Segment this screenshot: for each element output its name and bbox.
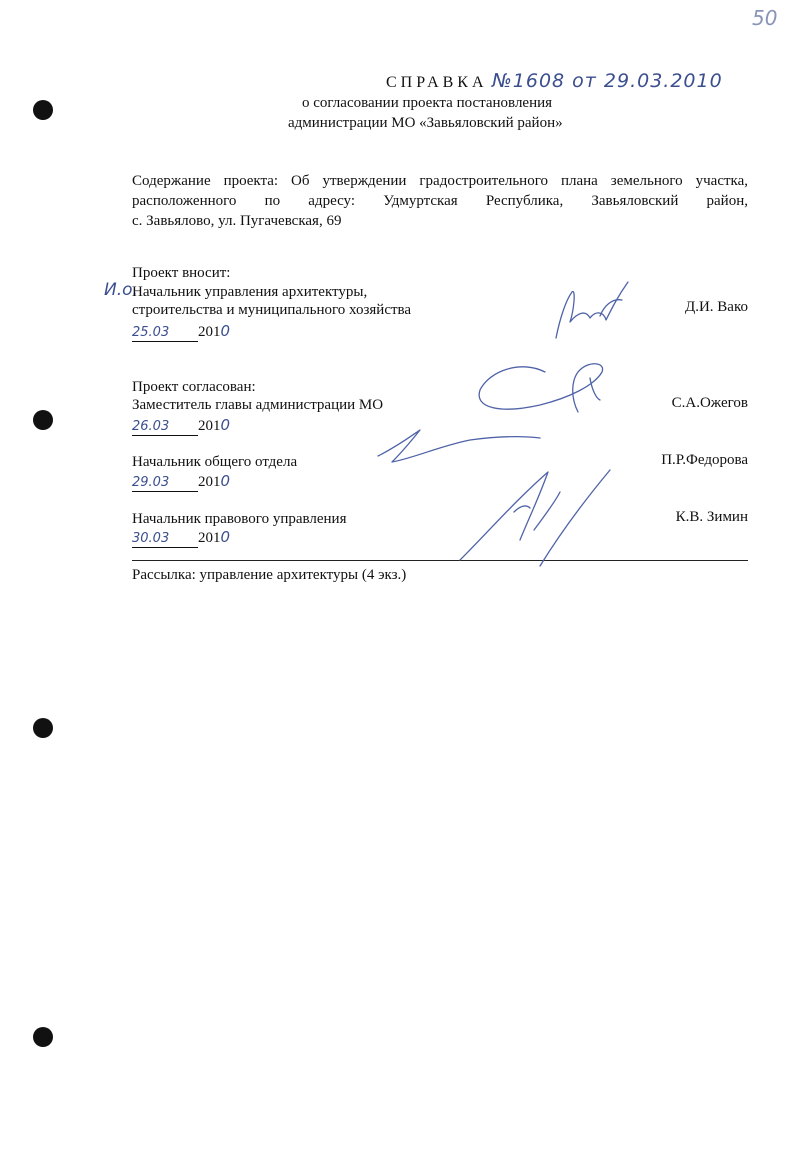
distribution-line: Рассылка: управление архитектуры (4 экз.) — [132, 567, 407, 583]
approval-name: С.А.Ожегов — [671, 395, 748, 411]
approval-name: П.Р.Федорова — [661, 452, 748, 468]
date-year-printed: 201 — [198, 530, 221, 546]
signature-vako — [556, 282, 628, 338]
date-year-printed: 201 — [198, 418, 221, 434]
approval-position: Заместитель главы администрации МО — [132, 397, 384, 413]
header-line-3: администрации МО «Завьяловский район» — [288, 115, 563, 131]
date-year-printed: 201 — [198, 324, 221, 340]
date-year-hand: 0 — [220, 322, 231, 340]
signature-zimin — [460, 470, 610, 566]
content-line-3: с. Завьялово, ул. Пугачевская, 69 — [132, 213, 342, 229]
approval-position: Начальник общего отдела — [132, 454, 298, 470]
approval-name: К.В. Зимин — [675, 509, 748, 525]
date-handwritten: 30.03 — [132, 531, 198, 548]
content-line-2: расположенного по адресу: Удмуртская Республика, Завьяловский район, — [132, 193, 748, 209]
signature-ozhegov — [479, 364, 602, 412]
date-handwritten: 29.03 — [132, 475, 198, 492]
date-year-hand: 0 — [220, 528, 231, 546]
content-line-1: Содержание проекта: Об утверждении градостроительного плана земельного участка, — [132, 173, 748, 189]
page-number: 50 — [752, 6, 778, 30]
date-year-hand: 0 — [220, 472, 231, 490]
date-year-hand: 0 — [220, 416, 231, 434]
submitter-position-2: строительства и муниципального хозяйства — [132, 302, 412, 318]
header-line-2: о согласовании проекта постановления — [302, 95, 553, 111]
date-handwritten: 26.03 — [132, 419, 198, 436]
approvals-heading: Проект согласован: — [132, 379, 256, 395]
submitter-name: Д.И. Вако — [684, 299, 748, 315]
signature-fedorova — [378, 430, 540, 462]
handwritten-doc-number: №1608 от 29.03.2010 — [492, 70, 723, 92]
handwritten-prefix: И.о. — [104, 280, 138, 300]
date-year-printed: 201 — [198, 474, 221, 490]
submitter-heading: Проект вносит: — [132, 265, 231, 281]
date-handwritten: 25.03 — [132, 325, 198, 342]
submitter-position-1: Начальник управления архитектуры, — [132, 284, 368, 300]
document-title: СПРАВКА — [386, 74, 488, 91]
approval-position: Начальник правового управления — [132, 511, 347, 527]
